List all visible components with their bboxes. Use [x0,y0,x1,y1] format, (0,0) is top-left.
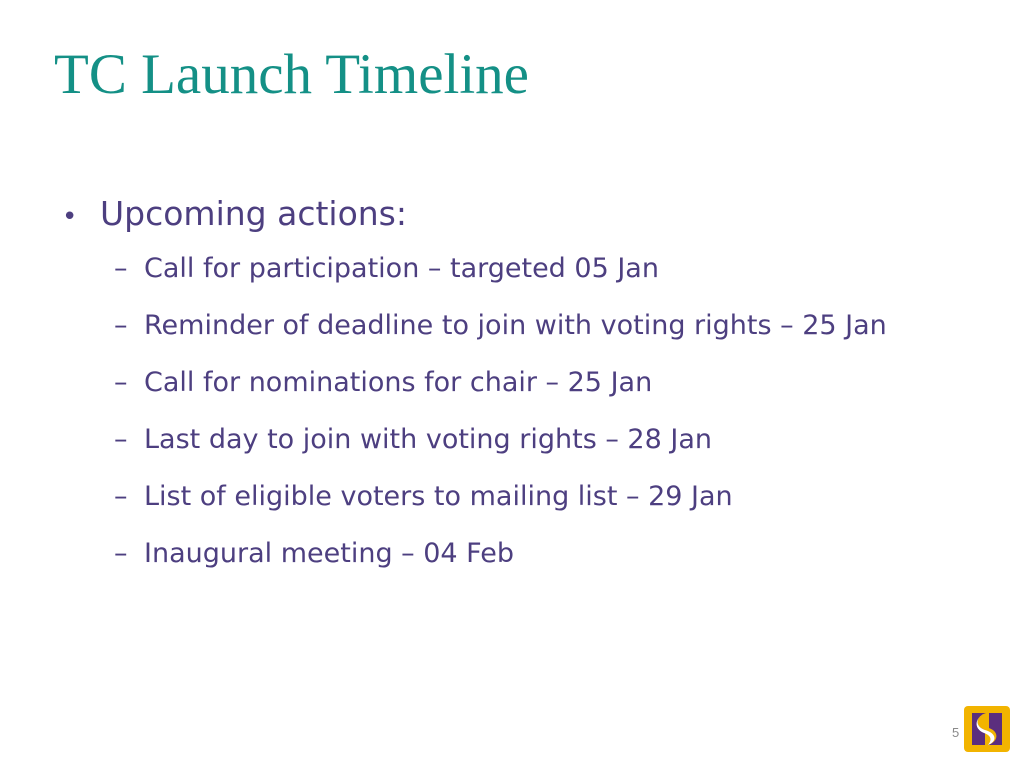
list-item [114,251,962,287]
list-item [114,479,962,515]
main-bullet-text: Upcoming actions: [100,194,407,233]
slide-body [62,192,962,593]
dash-marker: – [114,367,128,398]
sub-bullet-list [62,251,962,572]
list-item-text: List of eligible voters to mailing list – 29 Jan [144,481,733,512]
list-item-text: Last day to join with voting rights – 28 Jan [144,424,712,455]
main-bullet-point [62,192,962,239]
logo-gold-square [964,706,1010,752]
dash-marker: – [114,538,128,569]
slide-title: TC Launch Timeline [54,43,529,106]
list-item [114,536,962,572]
bullet-marker: • [62,202,78,232]
list-item [114,365,962,401]
list-item-text: Call for participation – targeted 05 Jan [144,253,659,284]
dash-marker: – [114,481,128,512]
page-number: 5 [952,725,960,740]
dash-marker: – [114,253,128,284]
dash-marker: – [114,424,128,455]
list-item-text: Call for nominations for chair – 25 Jan [144,367,653,398]
dash-marker: – [114,310,128,341]
list-item [114,308,962,344]
list-item-text: Reminder of deadline to join with voting rights – 25 Jan [144,310,887,341]
organization-logo-icon [964,706,1010,752]
list-item [114,422,962,458]
list-item-text: Inaugural meeting – 04 Feb [144,538,514,569]
